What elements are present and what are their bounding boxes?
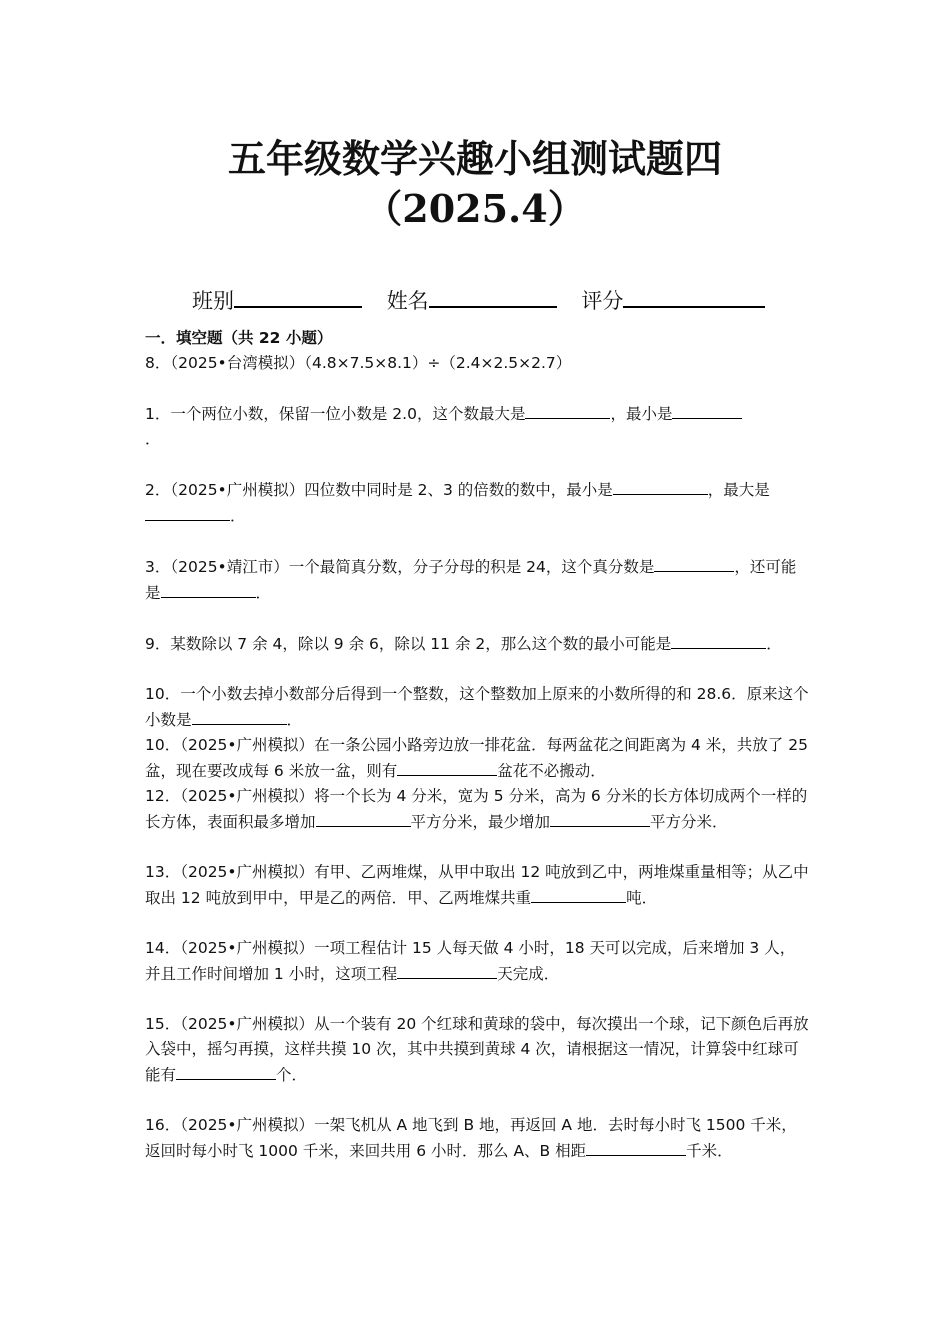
answer-blank[interactable] bbox=[550, 809, 650, 827]
question-text: ，最小是 bbox=[610, 405, 673, 423]
question-8 bbox=[145, 351, 810, 376]
answer-blank[interactable] bbox=[613, 477, 708, 495]
answer-blank[interactable] bbox=[671, 631, 766, 649]
question-text: ． bbox=[230, 507, 246, 525]
question-10a bbox=[145, 682, 810, 733]
answer-blank[interactable] bbox=[525, 401, 610, 419]
question-text: 1．一个两位小数，保留一位小数是 2.0，这个数最大是 bbox=[145, 405, 526, 423]
question-text: 盆花不必搬动． bbox=[497, 762, 606, 780]
question-text: 8．（2025•台湾模拟）（4.8×7.5×8.1）÷（2.4×2.5×2.7） bbox=[145, 354, 572, 372]
class-label: 班别 bbox=[192, 289, 234, 313]
question-2 bbox=[145, 477, 810, 529]
question-12 bbox=[145, 784, 810, 835]
section-title: 一．填空题（共 22 小题） bbox=[145, 329, 333, 347]
question-9 bbox=[145, 631, 810, 657]
class-field[interactable] bbox=[234, 284, 362, 308]
answer-blank[interactable] bbox=[176, 1062, 276, 1080]
question-text: ． bbox=[145, 430, 161, 448]
answer-blank[interactable] bbox=[316, 809, 411, 827]
answer-blank[interactable] bbox=[531, 885, 626, 903]
answer-blank[interactable] bbox=[586, 1138, 686, 1156]
answer-blank[interactable] bbox=[397, 961, 497, 979]
score-label: 评分 bbox=[581, 289, 624, 313]
answer-blank[interactable] bbox=[397, 758, 497, 776]
question-text: 平方分米． bbox=[650, 813, 728, 831]
question-13 bbox=[145, 860, 810, 911]
answer-blank[interactable] bbox=[161, 580, 256, 598]
question-3 bbox=[145, 554, 810, 606]
question-14 bbox=[145, 936, 810, 987]
question-text: 个． bbox=[276, 1066, 308, 1084]
question-15 bbox=[145, 1012, 810, 1088]
question-text: ． bbox=[286, 711, 303, 729]
question-text: 12．（2025•广州模拟）将一个长为 4 分米，宽为 5 分米，高为 6 分米的长方体切成两个一样的长方体，表面积最多增加 bbox=[145, 787, 808, 831]
question-text: 13．（2025•广州模拟）有甲、乙两堆煤，从甲中取出 12 吨放到乙中，两堆煤重量相等；从乙中取出 12 吨放到甲中，甲是乙的两倍．甲、乙两堆煤共重 bbox=[145, 863, 809, 907]
name-label: 姓名 bbox=[386, 289, 429, 313]
question-text: 平方分米，最少增加 bbox=[410, 813, 551, 831]
question-text: 16．（2025•广州模拟）一架飞机从 A 地飞到 B 地，再返回 A 地．去时每小时飞 1500 千米，返回时每小时飞 1000 千米，来回共用 6 小时．那么 A、B 相距 bbox=[145, 1116, 797, 1160]
question-10b bbox=[145, 733, 810, 784]
question-text: 15．（2025•广州模拟）从一个装有 20 个红球和黄球的袋中，每次摸出一个球，记下颜色后再放入袋中，摇匀再摸，这样共摸 10 次，其中共摸到黄球 4 次，请根据这一情况，计算袋中红球可能有 bbox=[145, 1015, 809, 1084]
name-field[interactable] bbox=[429, 284, 557, 308]
question-text: 10．一个小数去掉小数部分后得到一个整数，这个整数加上原来的小数所得的和 28.6．原来这个小数是 bbox=[145, 685, 809, 729]
question-text: 3．（2025•靖江市）一个最简真分数，分子分母的积是 24，这个真分数是 bbox=[145, 558, 655, 576]
answer-blank[interactable] bbox=[145, 503, 230, 521]
question-text: ，还可能是 bbox=[145, 558, 797, 602]
question-text: 14．（2025•广州模拟）一项工程估计 15 人每天做 4 小时，18 天可以完成，后来增加 3 人，并且工作时间增加 1 小时，这项工程 bbox=[145, 939, 796, 983]
answer-blank[interactable] bbox=[192, 707, 287, 725]
question-text: 天完成． bbox=[497, 965, 560, 983]
question-text: 千米． bbox=[686, 1142, 733, 1160]
answer-blank[interactable] bbox=[654, 554, 734, 572]
document-title: 五年级数学兴趣小组测试题四 bbox=[227, 136, 722, 181]
question-text: 吨． bbox=[626, 889, 658, 907]
question-text: ，最大是 bbox=[707, 481, 770, 499]
question-text: 10．（2025•广州模拟）在一条公园小路旁边放一排花盆．每两盆花之间距离为 4 米，共放了 25 盆，现在要改成每 6 米放一盆，则有 bbox=[145, 736, 808, 780]
score-field[interactable] bbox=[623, 284, 765, 308]
question-text: 2．（2025•广州模拟）四位数中同时是 2、3 的倍数的数中，最小是 bbox=[145, 481, 613, 499]
question-text: ． bbox=[766, 635, 782, 653]
question-list bbox=[145, 326, 810, 1164]
question-16 bbox=[145, 1113, 810, 1164]
question-text: ． bbox=[255, 584, 272, 602]
answer-blank[interactable] bbox=[672, 401, 742, 419]
question-text: 9．某数除以 7 余 4，除以 9 余 6，除以 11 余 2，那么这个数的最小可能是 bbox=[145, 635, 672, 653]
document-date: （2025.4） bbox=[364, 186, 586, 231]
student-info-row bbox=[192, 284, 783, 315]
question-1 bbox=[145, 401, 810, 452]
